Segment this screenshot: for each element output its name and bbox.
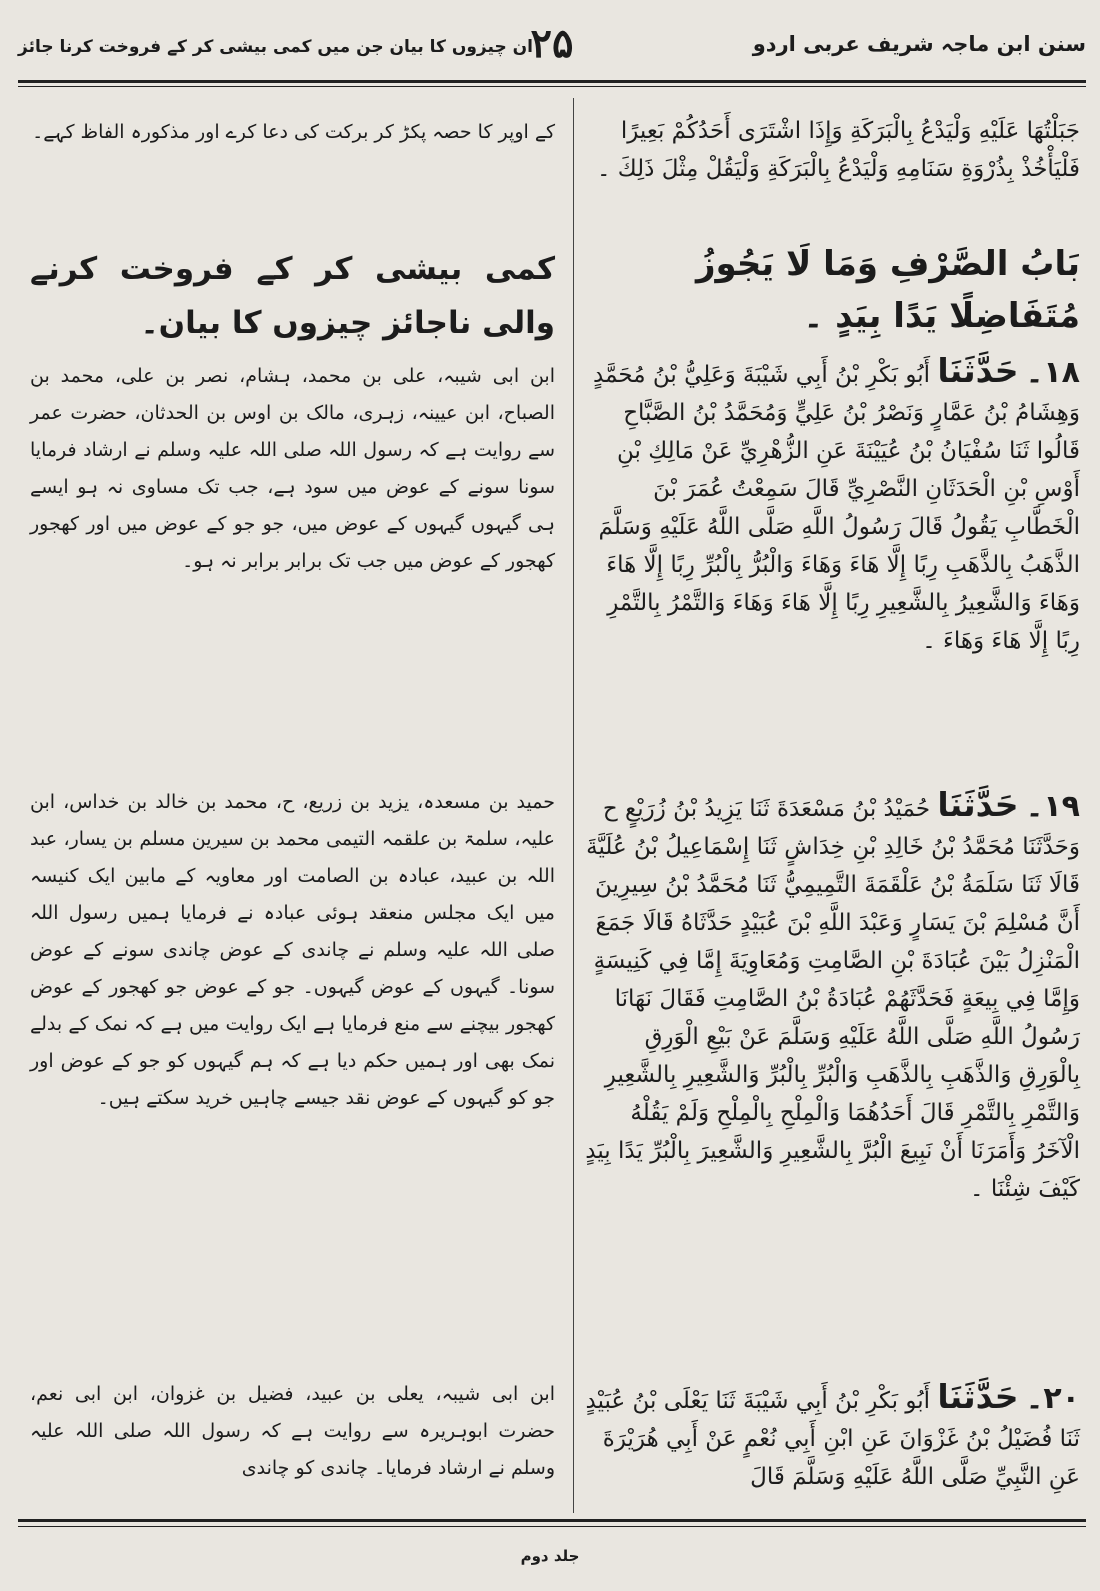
haddathana-20: حَدَّثَنَا (937, 1377, 1019, 1416)
footer-rule-thick (18, 1519, 1086, 1522)
hadith-20-text: أَبُو بَكْرِ بْنُ أَبِي شَيْبَةَ ثَنَا يَعْلَى بْنُ عُبَيْدٍ ثَنَا فُضَيْلُ بْنُ غَزْوَانَ عَنِ ابْنِ أَبِي نُعْمٍ عَنْ أَبِي هُرَيْرَةَ عَنِ النَّبِيِّ صَلَّى اللَّهُ عَلَيْهِ وَسَلَّمَ قَالَ (585, 1388, 1080, 1490)
hadith-18-arabic (585, 352, 1080, 660)
haddathana-19: حَدَّثَنَا (937, 785, 1019, 824)
hadith-20-arabic (585, 1378, 1080, 1496)
book-title: سنن ابن ماجہ شریف عربی اردو (752, 32, 1086, 56)
hadith-20-number: ۲۰۔ (1025, 1381, 1080, 1416)
translation-20: ابن ابی شیبہ، یعلی بن عبید، فضیل بن غزوان، ابن ابی نعم، حضرت ابوہریرہ سے روایت ہے کہ رسول اللہ صلی اللہ علیہ وسلم نے ارشاد فرمایا۔ چاندی کو چاندی (30, 1383, 555, 1479)
bab-title: بَابُ الصَّرْفِ وَمَا لَا يَجُوزُ مُتَفَاضِلًا يَدًا بِيَدٍ ۔ (695, 244, 1080, 336)
hadith-19-number: ۱۹۔ (1025, 789, 1080, 824)
footer-rule-thin (18, 1526, 1086, 1527)
hadith-19-text: حُمَيْدُ بْنُ مَسْعَدَةَ ثَنَا يَزِيدُ بْنُ زُرَيْعٍ ح وَحَدَّثَنَا مُحَمَّدُ بْنُ خَالِدِ بْنِ خِدَاشٍ ثَنَا إِسْمَاعِيلُ بْنُ عُلَيَّةَ قَالَا ثَنَا سَلَمَةُ بْنُ عَلْقَمَةَ التَّمِيمِيُّ ثَنَا مُحَمَّدُ بْنُ سِيرِينَ أَنَّ مُسْلِمَ بْنَ يَسَارٍ وَعَبْدَ اللَّهِ بْنَ عُبَيْدٍ حَدَّثَاهُ قَالَا جَمَعَ الْمَنْزِلُ بَيْنَ عُبَادَةَ بْنِ الصَّامِتِ وَمُعَاوِيَةَ إِمَّا فِي كَنِيسَةٍ وَإِمَّا فِي بِيعَةٍ فَحَدَّثَهُمْ عُبَادَةُ بْنُ الصَّامِتِ فَقَالَ نَهَانَا رَسُولُ اللَّهِ صَلَّى اللَّهُ عَلَيْهِ وَسَلَّمَ عَنْ بَيْعِ الْوَرِقِ بِالْوَرِقِ وَالذَّهَبِ بِالذَّهَبِ وَالْبُرِّ بِالْبُرِّ وَالشَّعِيرِ بِالشَّعِيرِ وَالتَّمْرِ بِالتَّمْرِ قَالَ أَحَدُهُمَا وَالْمِلْحِ بِالْمِلْحِ وَلَمْ يَقُلْهُ الْآخَرُ وَأَمَرَنَا أَنْ نَبِيعَ الْبُرَّ بِالشَّعِيرِ وَالشَّعِيرَ بِالْبُرِّ يَدًا بِيَدٍ كَيْفَ شِئْنَا ۔ (585, 796, 1080, 1202)
running-header (18, 18, 1086, 84)
translation-18: ابن ابی شیبہ، علی بن محمد، ہشام، نصر بن علی، محمد بن الصباح، ابن عیینہ، زہری، مالک بن اوس بن الحدثان، حضرت عمر سے روایت ہے کہ رسول اللہ صلی اللہ علیہ وسلم نے ارشاد فرمایا سونا سونے کے عوض میں سود ہے، جب تک مساوی نہ ہو ایسے ہی گیہوں گیہوں کے عوض میں، جو جو کے عوض میں اور کھجور کھجور کے عوض میں جب تک برابر برابر نہ ہو۔ (30, 365, 555, 572)
page-number: ۲۵ (530, 20, 574, 67)
header-rule-thin (18, 86, 1086, 87)
translation-19: حمید بن مسعدہ، یزید بن زریع، ح، محمد بن خالد بن خداس، ابن علیہ، سلمۃ بن علقمہ التیمی محمد بن سیرین مسلم بن یسار، عبد اللہ بن عبید، عبادہ بن الصامت اور معاویہ کے مابین ایک کنیسہ میں ایک مجلس منعقد ہوئی عبادہ نے فرمایا ہمیں رسول اللہ صلی اللہ علیہ وسلم نے چاندی کے عوض چاندی سونے کے عوض سونا۔ گیہوں کے عوض گیہوں۔ جو کے عوض جو کھجور کے عوض کھجور بیچنے سے منع فرمایا ہے ایک روایت میں ہے کہ نمک کے بدلے نمک بھی اور ہمیں حکم دیا ہے کہ ہم گیہوں کو جو کے عوض اور جو کو گیہوں کے عوض نقد جیسے چاہیں خرید سکتے ہیں۔ (30, 791, 555, 1109)
hadith-18-number: ۱۸۔ (1025, 355, 1080, 390)
hadith-19-arabic (585, 786, 1080, 1208)
haddathana-18: حَدَّثَنَا (937, 351, 1019, 390)
hadith-18-text: أَبُو بَكْرِ بْنُ أَبِي شَيْبَةَ وَعَلِيُّ بْنُ مُحَمَّدٍ وَهِشَامُ بْنُ عَمَّارٍ وَنَصْرُ بْنُ عَلِيٍّ وَمُحَمَّدُ بْنُ الصَّبَّاحِ قَالُوا ثَنَا سُفْيَانُ بْنُ عُيَيْنَةَ عَنِ الزُّهْرِيِّ عَنْ مَالِكِ بْنِ أَوْسِ بْنِ الْحَدَثَانِ النَّصْرِيِّ قَالَ سَمِعْتُ عُمَرَ بْنَ الْخَطَّابِ يَقُولُ قَالَ رَسُولُ اللَّهِ صَلَّى اللَّهُ عَلَيْهِ وَسَلَّمَ الذَّهَبُ بِالذَّهَبِ رِبًا إِلَّا هَاءَ وَهَاءَ وَالْبُرُّ بِالْبُرِّ رِبًا إِلَّا هَاءَ وَهَاءَ وَالشَّعِيرُ بِالشَّعِيرِ رِبًا إِلَّا هَاءَ وَهَاءَ وَالتَّمْرُ بِالتَّمْرِ رِبًا إِلَّا هَاءَ وَهَاءَ ۔ (593, 362, 1080, 654)
volume-label: جلد دوم (520, 1547, 580, 1565)
header-rule-thick (18, 80, 1086, 83)
section-heading: کمی بیشی کر کے فروخت کرنے والی ناجائز چیزوں کا بیان۔ (30, 251, 555, 341)
arabic-intro: جَبَلْتُهَا عَلَيْهِ وَلْيَدْعُ بِالْبَرَكَةِ وَإِذَا اشْتَرَى أَحَدُكُمْ بَعِيرًا فَلْيَأْخُذْ بِذُرْوَةِ سَنَامِهِ وَلْيَدْعُ بِالْبَرَكَةِ وَلْيَقُلْ مِثْلَ ذَلِكَ ۔ (596, 118, 1080, 182)
column-divider (573, 98, 574, 1513)
chapter-running-title: ان چیزوں کا بیان جن میں کمی بیشی کر کے فروخت کرنا جائز (18, 37, 533, 57)
urdu-intro: کے اوپر کا حصہ پکڑ کر برکت کی دعا کرے اور مذکورہ الفاظ کہے۔ (32, 121, 555, 143)
